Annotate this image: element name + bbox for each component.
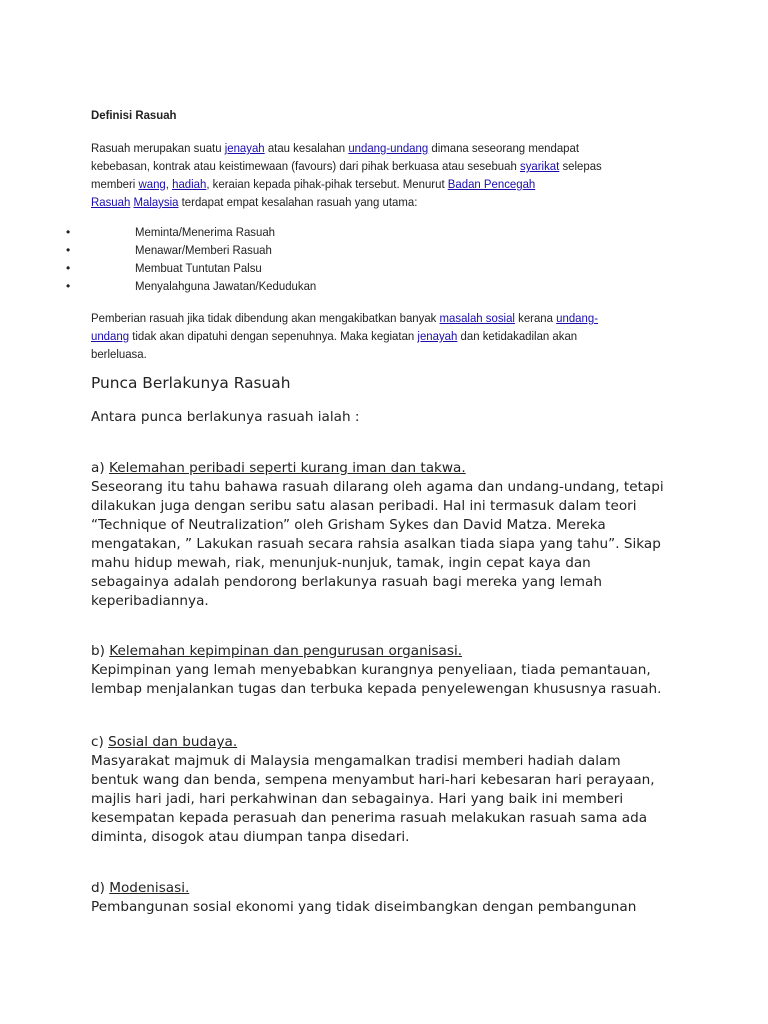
cause-text-line: keperibadiannya. [91,593,209,609]
cause-text-line: Masyarakat majmuk di Malaysia mengamalkan tradisi memberi hadiah dalam [91,753,621,769]
para2-line-2: undang tidak akan dipatuhi dengan sepenuhnya. Maka kegiatan jenayah dan ketidakadilan akan [91,329,578,343]
cause-b [91,642,691,699]
section-title-punca: Punca Berlakunya Rasuah [91,374,291,392]
bullet-icon: • [66,279,71,293]
link-hadiah[interactable]: hadiah [172,177,207,191]
para2-line-1: Pemberian rasuah jika tidak dibendung akan mengakibatkan banyak masalah sosial kerana undang- [91,311,599,325]
cause-c [91,733,691,847]
link-jenayah-2[interactable]: jenayah [417,329,458,343]
bullet-icon: • [66,243,71,257]
cause-heading: a) Kelemahan peribadi seperti kurang iman dan takwa. [91,460,466,476]
definition-paragraph [91,139,661,211]
cause-heading: d) Modenisasi. [91,880,190,896]
cause-text-line: mengatakan, ” Lakukan rasuah secara rahsia asalkan tiada siapa yang tahu”. Sikap [91,536,661,552]
cause-text-line: Seseorang itu tahu bahawa rasuah dilarang oleh agama dan undang-undang, tetapi [91,479,664,495]
consequence-paragraph [91,309,671,363]
link-syarikat[interactable]: syarikat [520,159,560,173]
para1-line-2: kebebasan, kontrak atau keistimewaan (favours) dari pihak berkuasa atau sesebuah syarikat selepas [91,159,602,173]
link-rasuah[interactable]: Rasuah [91,195,131,209]
cause-text-line: mahu hidup mewah, riak, menunjuk-nunjuk, tamak, ingin cepat kaya dan [91,555,591,571]
link-wang[interactable]: wang [138,177,166,191]
link-jenayah[interactable]: jenayah [224,141,265,155]
cause-a [91,459,691,611]
cause-heading: b) Kelemahan kepimpinan dan pengurusan organisasi. [91,643,463,659]
cause-text-line: sebagainya adalah pendorong berlakunya rasuah bagi mereka yang lemah [91,574,602,590]
cause-text-line: Kepimpinan yang lemah menyebabkan kurangnya penyeliaan, tiada pemantauan, [91,662,651,678]
cause-text-line: “Technique of Neutralization” oleh Grisham Sykes dan David Matza. Mereka [91,517,606,533]
section-title-definisi: Definisi Rasuah [91,108,177,122]
cause-text-line: lembap menjalankan tugas dan terbuka kepada penyelewengan khususnya rasuah. [91,681,662,697]
link-malaysia[interactable]: Malaysia [133,195,179,209]
cause-text-line: dilakukan juga dengan seribu satu alasan peribadi. Hal ini termasuk dalam teori [91,498,637,514]
cause-d [91,879,691,917]
causes-intro: Antara punca berlakunya rasuah ialah : [91,409,360,425]
para1-line-3: memberi wang, hadiah, keraian kepada pihak-pihak tersebut. Menurut Badan Pencegah [91,177,536,191]
para1-line-1: Rasuah merupakan suatu jenayah atau kesalahan undang-undang dimana seseorang mendapat [91,141,580,155]
link-undang-undang-2b[interactable]: undang [91,329,130,343]
link-masalah-sosial[interactable]: masalah sosial [439,311,515,325]
cause-text-line: diminta, disogok atau diumpan tanpa disedari. [91,829,410,845]
link-undang-undang-2a[interactable]: undang- [556,311,599,325]
cause-text-line: kesempatan kepada perasuah dan penerima rasuah melakukan rasuah sama ada [91,810,648,826]
document-page: Definisi Rasuah Rasuah merupakan suatu jenayah atau kesalahan undang-undang dimana seseorang mendapat kebebasan, kontrak atau keistimewaan (favours) dari pihak berkuasa atau sesebuah syarikat selepas memberi wang, hadiah, keraian kepada pihak-pihak tersebut. Menurut Badan Pencegah Rasuah Malaysia terdapat empat kesalahan rasuah yang utama: • Meminta/Menerima Rasuah • Menawar/Memberi Rasuah • Membuat Tuntutan Palsu • Menyalahguna Jawatan/Kedudukan Pemberian rasuah jika tidak dibendung akan mengakibatkan banyak masalah sosial kerana undang- undang tidak akan dipatuhi dengan sepenuhnya. Maka kegiatan jenayah dan ketidakadilan akan berleluasa. Punca Berlakunya Rasuah Antara punca berlakunya rasuah ialah : a) Kelemahan peribadi seperti kurang iman dan takwa. Seseorang itu tahu bahawa rasuah dilarang oleh agama dan undang-undang, tetapi dilakukan juga dengan seribu satu alasan peribadi. Hal ini termasuk dalam teori “Technique of Neutralization” oleh Grisham Sykes dan David Matza. Mereka mengatakan, ” Lakukan rasuah secara rahsia asalkan tiada siapa yang tahu”. Sikap mahu hidup mewah, riak, menunjuk-nunjuk, tamak, ingin cepat kaya dan sebagainya adalah pendorong berlakunya rasuah bagi mereka yang lemah keperibadiannya. b) Kelemahan kepimpinan dan pengurusan organisasi. Kepimpinan yang lemah menyebabkan kurangnya penyeliaan, tiada pemantauan, lembap menjalankan tugas dan terbuka kepada penyelewengan khususnya rasuah. c) Sosial dan budaya. Masyarakat majmuk di Malaysia mengamalkan tradisi memberi hadiah dalam bentuk wang dan benda, sempena menyambut hari-hari kebesaran hari perayaan, majlis hari jadi, hari perkahwinan dan sebagainya. Hari yang baik ini memberi kesempatan kepada perasuah dan penerima rasuah melakukan rasuah sama ada diminta, disogok atau diumpan tanpa disedari. d) Modenisasi. Pembangunan sosial ekonomi yang tidak diseimbangkan dengan pembangunan [0,0,768,1024]
para2-line-3: berleluasa. [91,347,147,361]
cause-text-line: Pembangunan sosial ekonomi yang tidak diseimbangkan dengan pembangunan [91,899,637,915]
bullet-icon: • [66,261,71,275]
cause-text-line: bentuk wang dan benda, sempena menyambut hari-hari kebesaran hari perayaan, [91,772,655,788]
link-undang-undang[interactable]: undang-undang [348,141,429,155]
para1-line-4: Rasuah Malaysia terdapat empat kesalahan rasuah yang utama: [91,195,418,209]
cause-text-line: majlis hari jadi, hari perkahwinan dan sebagainya. Hari yang baik ini memberi [91,791,624,807]
bullet-icon: • [66,225,71,239]
cause-heading: c) Sosial dan budaya. [91,734,238,750]
link-badan-pencegah[interactable]: Badan Pencegah [447,177,536,191]
